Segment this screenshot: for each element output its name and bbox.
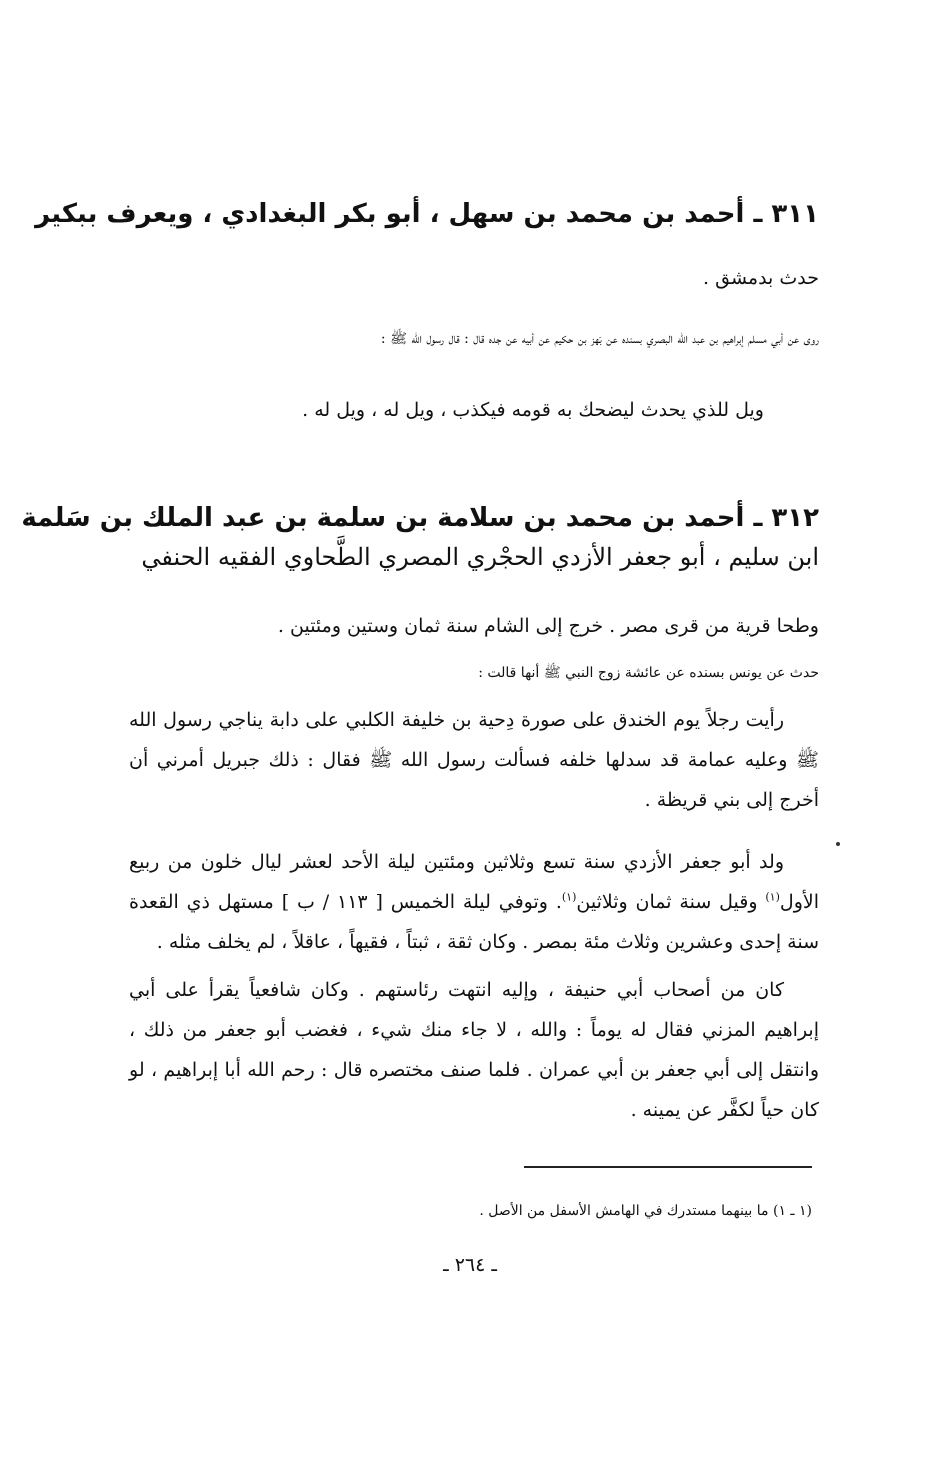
entry-312-origin: وطحا قرية من قرى مصر . خرج إلى الشام سنة ثمان وستين ومئتين . [277, 615, 819, 637]
birth-text-3: . وتوفي ليلة الخميس [ ١١٣ / ب ] مستهل ذي القعدة سنة إحدى وعشرين وثلاث مئة بمصر . وكان ثقة ، ثبتاً ، فقيهاً ، عاقلاً ، لم يخلف مثله . [129, 891, 819, 953]
birth-text-2: وقيل سنة ثمان وثلاثين [576, 891, 766, 913]
entry-312-birth-death [129, 842, 819, 962]
entry-312-hadith: رأيت رجلاً يوم الخندق على صورة دِحية بن خليفة الكلبي على دابة يناجي رسول الله ﷺ وعليه عمامة قد سدلها خلفه فسألت رسول الله ﷺ فقال : ذلك جبريل أمرني أن أخرج إلى بني قريظة . [129, 709, 819, 811]
birth-text-1: ولد أبو جعفر الأزدي سنة تسع وثلاثين ومئتين ليلة الأحد لعشر ليال خلون من ربيع الأول [129, 851, 819, 913]
entry-312-biography: كان من أصحاب أبي حنيفة ، وإليه انتهت رئاستهم . وكان شافعياً يقرأ على أبي إبراهيم المزني فقال له يوماً : والله ، لا جاء منك شيء ، فغضب أبو جعفر من ذلك ، وانتقل إلى أبي جعفر بن أبي عمران . فلما صنف مختصره قال : رحم الله أبا إبراهيم ، لو كان حياً لكفَّر عن يمينه . [129, 979, 819, 1121]
footnote-text: (١ ـ ١) ما بينهما مستدرك في الهامش الأسفل من الأصل . [479, 1203, 812, 1219]
entry-312-isnad: حدث عن يونس بسنده عن عائشة زوج النبي ﷺ أنها قالت : [478, 665, 819, 681]
entry-311-hadith: ويل للذي يحدث ليضحك به قومه فيكذب ، ويل له ، ويل له . [302, 399, 764, 421]
page-number: ـ ٢٦٤ ـ [443, 1254, 497, 1276]
entry-311-isnad: روى عن أبي مسلم إبراهيم بن عبد الله البصري بسنده عن بَهز بن حكيم عن أبيه عن جده قال : قال رسول الله ﷺ : [380, 331, 819, 347]
margin-dot [836, 842, 840, 846]
entry-312-subheading: ابن سليم ، أبو جعفر الأزدي الحجْري المصري الطَّحاوي الفقيه الحنفي [141, 543, 819, 571]
entry-311-place: حدث بدمشق . [703, 267, 819, 289]
entry-311-heading: ٣١١ ـ أحمد بن محمد بن سهل ، أبو بكر البغدادي ، ويعرف ببكير [35, 199, 819, 229]
footnote-marker: (١) [561, 890, 577, 904]
footnote-marker: (١) [765, 890, 780, 904]
footnote-divider [524, 1166, 812, 1168]
entry-312-heading: ٣١٢ ـ أحمد بن محمد بن سلامة بن سلمة بن عبد الملك بن سَلمة [21, 503, 819, 533]
